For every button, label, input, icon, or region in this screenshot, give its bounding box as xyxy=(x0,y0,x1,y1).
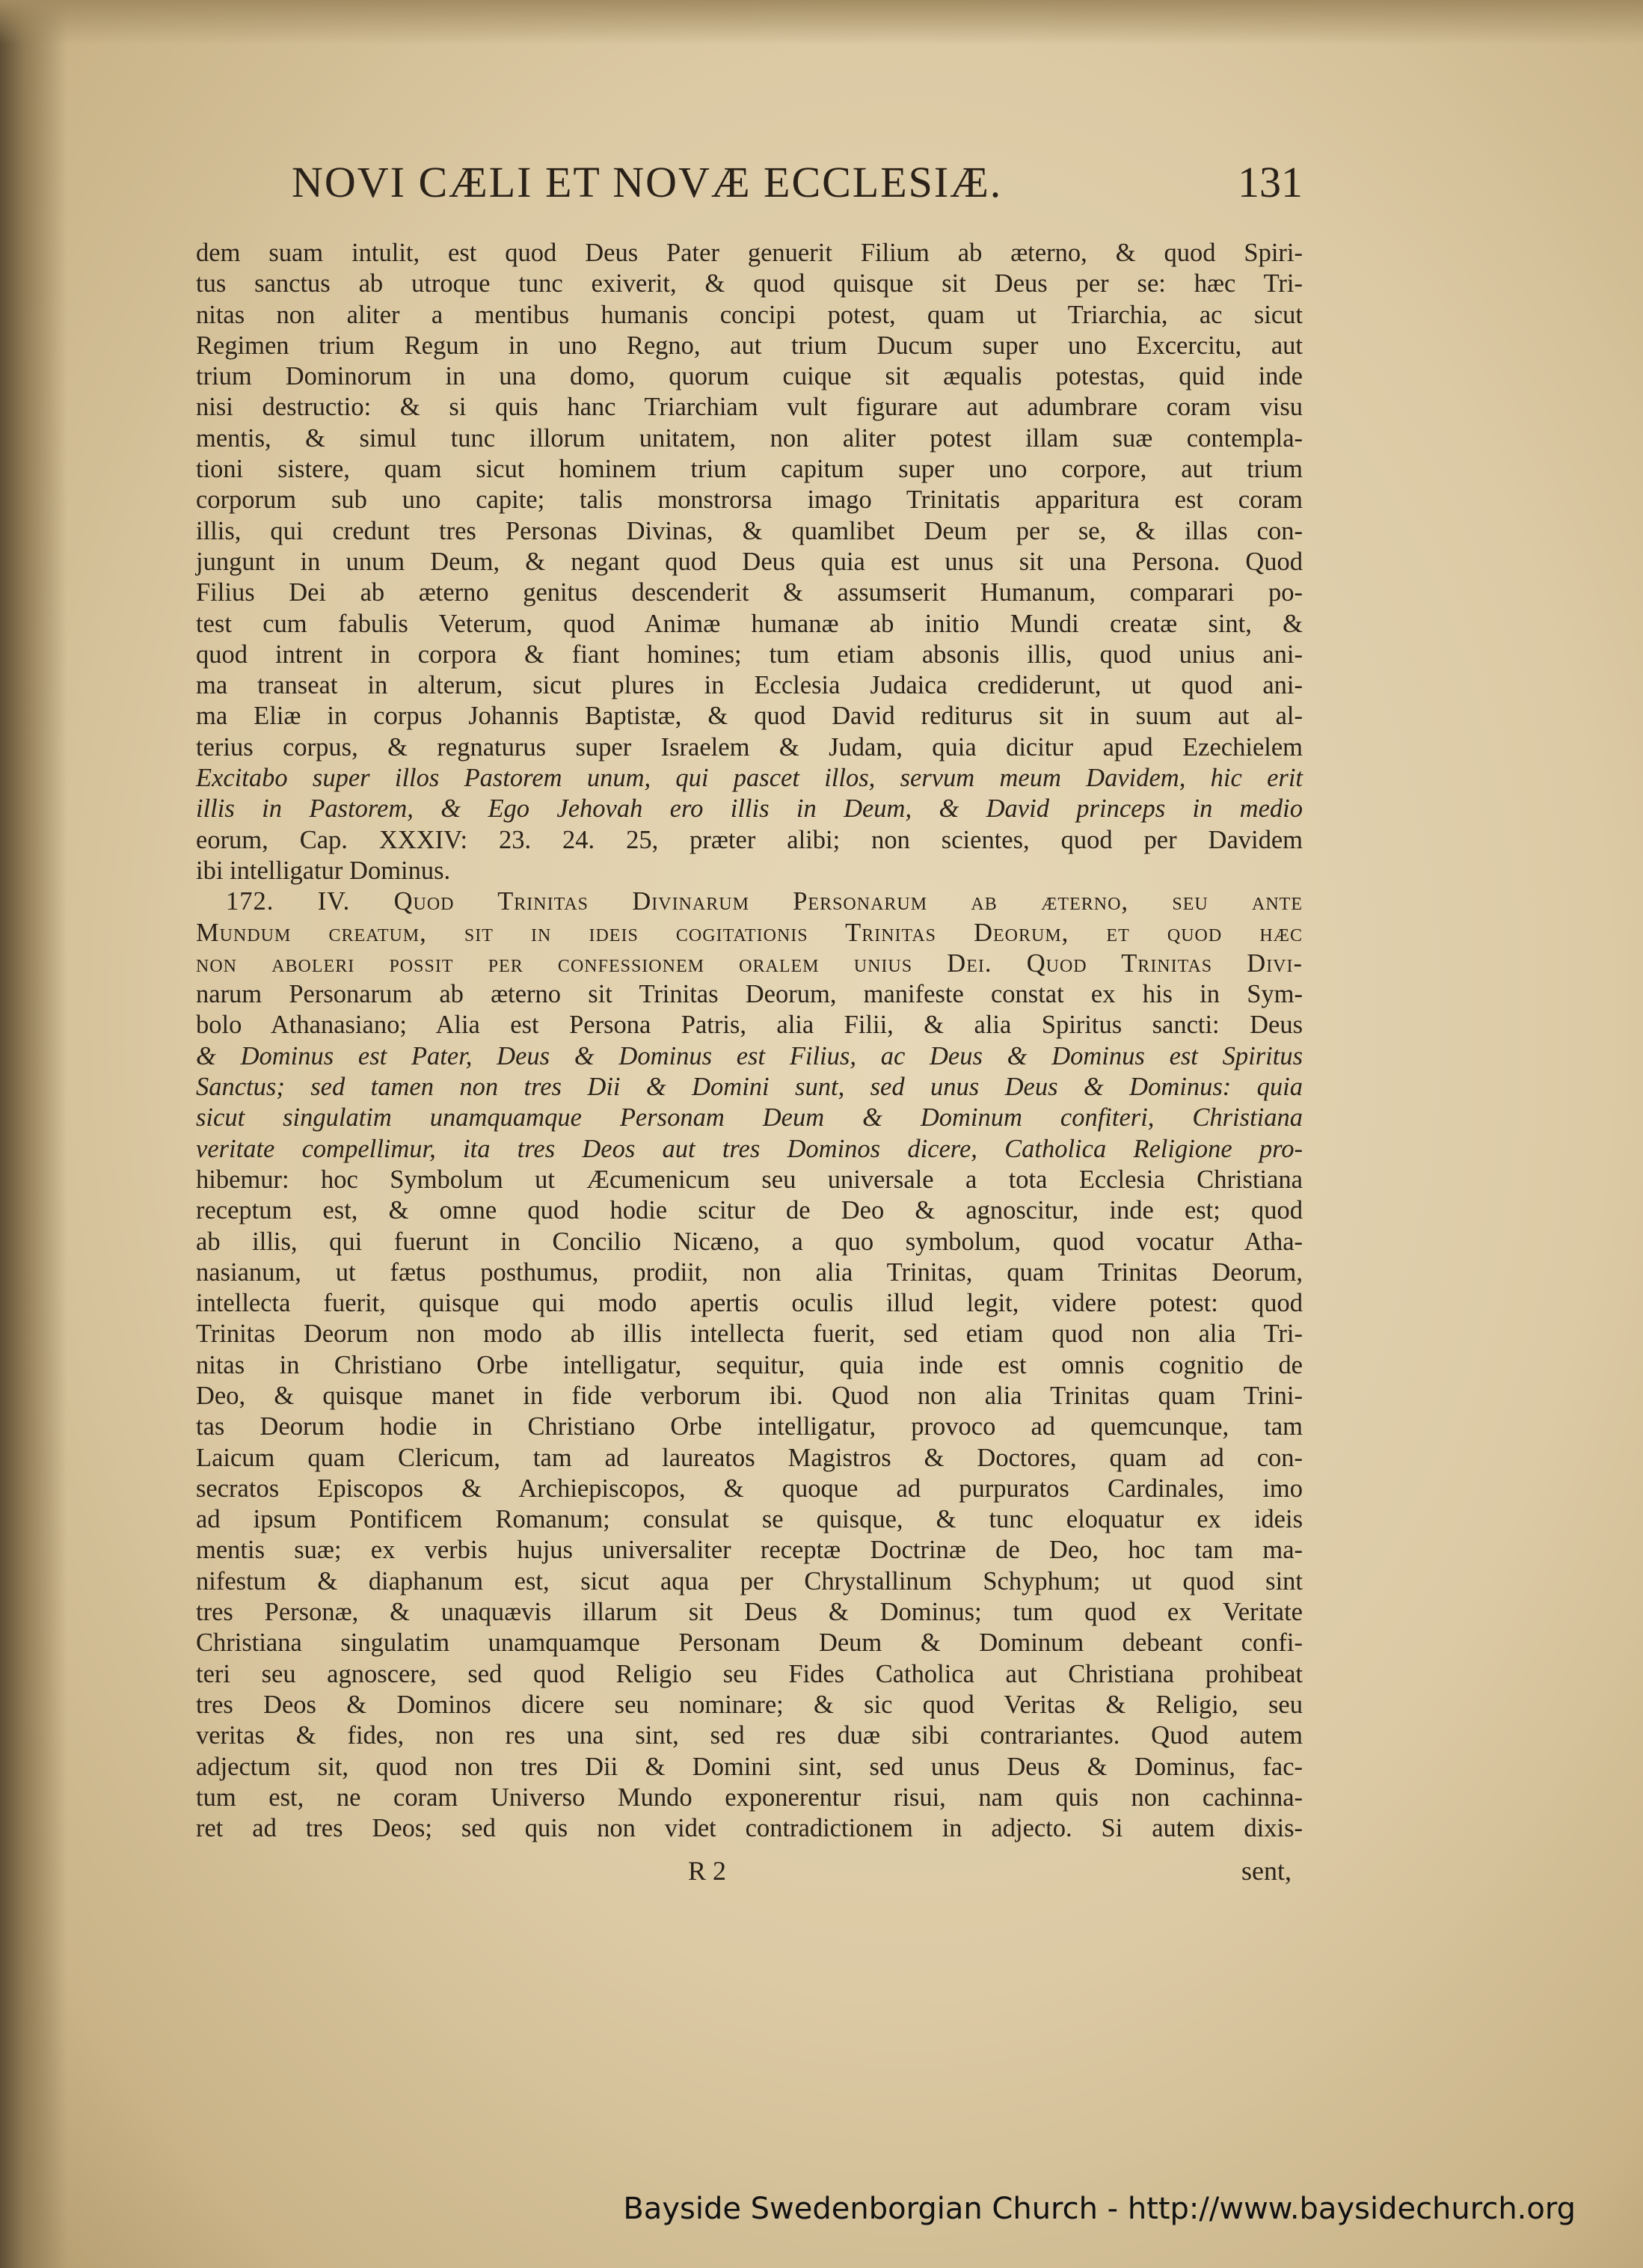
text-line: hibemur: hoc Symbolum ut Æcumenicum seu universale a tota Ecclesia Christiana xyxy=(196,1165,1303,1194)
page-number: 131 xyxy=(1238,158,1303,206)
text-line: nifestum & diaphanum est, sicut aqua per Chrystallinum Schyphum; ut quod sint xyxy=(196,1566,1303,1596)
text-line: Christiana singulatim unamquamque Personam Deum & Dominum debeant confi- xyxy=(196,1628,1303,1658)
body-text xyxy=(196,238,1303,1844)
text-line: tas Deorum hodie in Christiano Orbe intelligatur, provoco ad quemcunque, tam xyxy=(196,1412,1303,1441)
text-line: nisi destructio: & si quis hanc Triarchiam vult figurare aut adumbrare coram visu xyxy=(196,393,1303,422)
text-line: trium Dominorum in una domo, quorum cuique sit æqualis potestas, quid inde xyxy=(196,362,1303,391)
text-line: tres Personæ, & unaquævis illarum sit Deus & Dominus; tum quod ex Veritate xyxy=(196,1598,1303,1627)
text-line: Laicum quam Clericum, tam ad laureatos Magistros & Doctores, quam ad con- xyxy=(196,1443,1303,1472)
page-edge-shadow xyxy=(0,0,1643,45)
text-line: adjectum sit, quod non tres Dii & Domini sint, sed unus Deus & Dominus, fac- xyxy=(196,1752,1303,1781)
binding-shadow xyxy=(0,0,67,2268)
text-line: illis, qui credunt tres Personas Divinas, & quamlibet Deum per se, & illas con- xyxy=(196,516,1303,545)
scripture-quote-line: illis in Pastorem, & Ego Jehovah ero illis in Deum, & David princeps in medio xyxy=(196,794,1303,824)
text-line: Deo, & quisque manet in fide verborum ibi. Quod non alia Trinitas quam Trini- xyxy=(196,1381,1303,1410)
creed-quote-line: Sanctus; sed tamen non tres Dii & Domini sunt, sed unus Deus & Dominus: quia xyxy=(196,1073,1303,1102)
text-line: bolo Athanasiano; Alia est Persona Patris, alia Filii, & alia Spiritus sancti: Deus xyxy=(196,1011,1303,1040)
section-heading-line: Mundum creatum, sit in ideis cogitationis Trinitas Deorum, et quod hæc xyxy=(196,918,1303,947)
text-line: tioni sistere, quam sicut hominem trium capitum super uno corpore, aut trium xyxy=(196,455,1303,484)
section-heading-line: non aboleri possit per confessionem oralem unius Dei. Quod Trinitas Divi- xyxy=(196,948,1303,978)
text-line: nitas non aliter a mentibus humanis concipi potest, quam ut Triarchia, ac sicut xyxy=(196,300,1303,329)
text-line: nasianum, ut fætus posthumus, prodiit, non alia Trinitas, quam Trinitas Deorum, xyxy=(196,1257,1303,1287)
text-line: ma Eliæ in corpus Johannis Baptistæ, & quod David rediturus sit in suum aut al- xyxy=(196,702,1303,731)
section-heading-line: 172. IV. Quod Trinitas Divinarum Personarum ab æterno, seu ante xyxy=(226,887,1303,916)
creed-quote-line: sicut singulatim unamquamque Personam Deum & Dominum confiteri, Christiana xyxy=(196,1103,1303,1133)
text-line: ad ipsum Pontificem Romanum; consulat se quisque, & tunc eloquatur ex ideis xyxy=(196,1505,1303,1534)
text-line: Regimen trium Regum in uno Regno, aut trium Ducum super uno Excercitu, aut xyxy=(196,331,1303,360)
text-line: eorum, Cap. XXXIV: 23. 24. 25, præter alibi; non scientes, quod per Davidem xyxy=(196,825,1303,854)
text-line: ab illis, qui fuerunt in Concilio Nicæno, a quo symbolum, quod vocatur Atha- xyxy=(196,1227,1303,1256)
running-head: NOVI CÆLI ET NOVÆ ECCLESIÆ. xyxy=(292,158,1003,206)
watermark: Bayside Swedenborgian Church - http://www.baysidechurch.org xyxy=(623,2192,1576,2226)
text-line: ibi intelligatur Dominus. xyxy=(196,856,451,885)
text-line: tus sanctus ab utroque tunc exiverit, & quod quisque sit Deus per se: hæc Tri- xyxy=(196,269,1303,298)
text-line: veritas & fides, non res una sint, sed res duæ sibi contrariantes. Quod autem xyxy=(196,1721,1303,1750)
signature-mark: R 2 xyxy=(688,1856,727,1886)
text-line: teri seu agnoscere, sed quod Religio seu Fides Catholica aut Christiana prohibeat xyxy=(196,1659,1303,1688)
text-line: narum Personarum ab æterno sit Trinitas Deorum, manifeste constat ex his in Sym- xyxy=(196,980,1303,1009)
text-line: test cum fabulis Veterum, quod Animæ humanæ ab initio Mundi creatæ sint, & xyxy=(196,609,1303,638)
text-line: Filius Dei ab æterno genitus descenderit & assumserit Humanum, comparari po- xyxy=(196,578,1303,607)
text-line: ma transeat in alterum, sicut plures in Ecclesia Judaica crediderunt, ut quod ani- xyxy=(196,671,1303,700)
text-line: quod intrent in corpora & fiant homines; tum etiam absonis illis, quod unius ani- xyxy=(196,640,1303,669)
catchword: sent, xyxy=(1241,1856,1292,1886)
text-line: receptum est, & omne quod hodie scitur de Deo & agnoscitur, inde est; quod xyxy=(196,1196,1303,1225)
text-line: terius corpus, & regnaturus super Israelem & Judam, quia dicitur apud Ezechielem xyxy=(196,732,1303,761)
text-line: nitas in Christiano Orbe intelligatur, sequitur, quia inde est omnis cognitio de xyxy=(196,1350,1303,1379)
creed-quote-line: veritate compellimur, ita tres Deos aut tres Dominos dicere, Catholica Religione pro- xyxy=(196,1134,1303,1163)
scripture-quote-line: Excitabo super illos Pastorem unum, qui pascet illos, servum meum Davidem, hic erit xyxy=(196,764,1303,793)
text-line: Trinitas Deorum non modo ab illis intellecta fuerit, sed etiam quod non alia Tri- xyxy=(196,1320,1303,1349)
page-header xyxy=(292,157,1301,209)
text-line: ret ad tres Deos; sed quis non videt contradictionem in adjecto. Si autem dixis- xyxy=(196,1814,1303,1843)
text-line: tum est, ne coram Universo Mundo exponerentur risui, nam quis non cachinna- xyxy=(196,1783,1303,1812)
text-line: corporum sub uno capite; talis monstrorsa imago Trinitatis apparitura est coram xyxy=(196,485,1303,515)
text-line: secratos Episcopos & Archiepiscopos, & quoque ad purpuratos Cardinales, imo xyxy=(196,1474,1303,1503)
text-line: mentis suæ; ex verbis hujus universaliter receptæ Doctrinæ de Deo, hoc tam ma- xyxy=(196,1536,1303,1565)
text-line: jungunt in unum Deum, & negant quod Deus quia est unus sit una Persona. Quod xyxy=(196,547,1303,576)
text-line: dem suam intulit, est quod Deus Pater genuerit Filium ab æterno, & quod Spiri- xyxy=(196,239,1303,267)
creed-quote-line: & Dominus est Pater, Deus & Dominus est Filius, ac Deus & Dominus est Spiritus xyxy=(196,1041,1303,1070)
text-line: tres Deos & Dominos dicere seu nominare; & sic quod Veritas & Religio, seu xyxy=(196,1690,1303,1719)
text-line: intellecta fuerit, quisque qui modo apertis oculis illud legit, videre potest: quod xyxy=(196,1289,1303,1318)
text-line: mentis, & simul tunc illorum unitatem, non aliter potest illam suæ contempla- xyxy=(196,423,1303,453)
